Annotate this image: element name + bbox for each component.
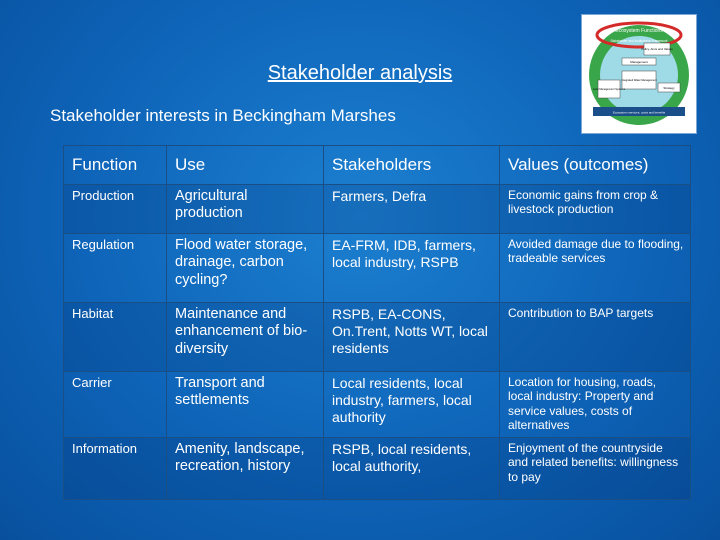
table-row (64, 185, 691, 234)
cell-values: Location for housing, roads, local industry: Property and service values, costs of alternatives (500, 372, 691, 438)
cell-function: Production (64, 185, 167, 234)
diagram-ring-label: Ecosystem Functions (615, 28, 663, 34)
cell-values: Contribution to BAP targets (500, 303, 691, 372)
ecosystem-framework-diagram (581, 14, 697, 134)
cell-use: Maintenance and enhancement of bio-diversity (167, 303, 324, 372)
cell-values: Avoided damage due to flooding, tradeable services (500, 234, 691, 303)
cell-use: Transport and settlements (167, 372, 324, 438)
diagram-policy-label: Policy, Aims and Values (641, 47, 673, 51)
cell-values: Economic gains from crop & livestock production (500, 185, 691, 234)
table-header-row (64, 146, 691, 185)
diagram-graphic (582, 15, 696, 133)
diagram-bottom-label: Ecosystem services, costs and benefits (612, 110, 666, 115)
header-values: Values (outcomes) (500, 146, 691, 185)
header-use: Use (167, 146, 324, 185)
table-row (64, 234, 691, 303)
cell-stakeholders: Farmers, Defra (324, 185, 500, 234)
cell-function: Carrier (64, 372, 167, 438)
table-row (64, 438, 691, 500)
cell-stakeholders: RSPB, EA-CONS, On.Trent, Notts WT, local residents (324, 303, 500, 372)
header-stakeholders: Stakeholders (324, 146, 500, 185)
cell-function: Habitat (64, 303, 167, 372)
cell-values: Enjoyment of the countryside and related benefits: willingness to pay (500, 438, 691, 500)
cell-stakeholders: RSPB, local residents, local authority, (324, 438, 500, 500)
diagram-outer-label: Stakeholder and Institutional Framework (610, 39, 668, 43)
table-row (64, 372, 691, 438)
diagram-management-label: Management (630, 60, 648, 64)
diagram-land-label: Land Management Systems (592, 88, 626, 91)
cell-stakeholders: EA-FRM, IDB, farmers, local industry, RSPB (324, 234, 500, 303)
stakeholder-table (63, 145, 691, 500)
slide-subtitle: Stakeholder interests in Beckingham Marshes (50, 106, 396, 125)
cell-use: Flood water storage, drainage, carbon cycling? (167, 234, 324, 303)
cell-use: Amenity, landscape, recreation, history (167, 438, 324, 500)
cell-function: Regulation (64, 234, 167, 303)
cell-function: Information (64, 438, 167, 500)
cell-stakeholders: Local residents, local industry, farmers, local authority (324, 372, 500, 438)
table-row (64, 303, 691, 372)
diagram-strategy-label: Strategy (663, 86, 675, 90)
cell-use: Agricultural production (167, 185, 324, 234)
slide-title: Stakeholder analysis (267, 62, 453, 84)
diagram-integrated-label: Integrated Water Management (621, 79, 657, 82)
header-function: Function (64, 146, 167, 185)
